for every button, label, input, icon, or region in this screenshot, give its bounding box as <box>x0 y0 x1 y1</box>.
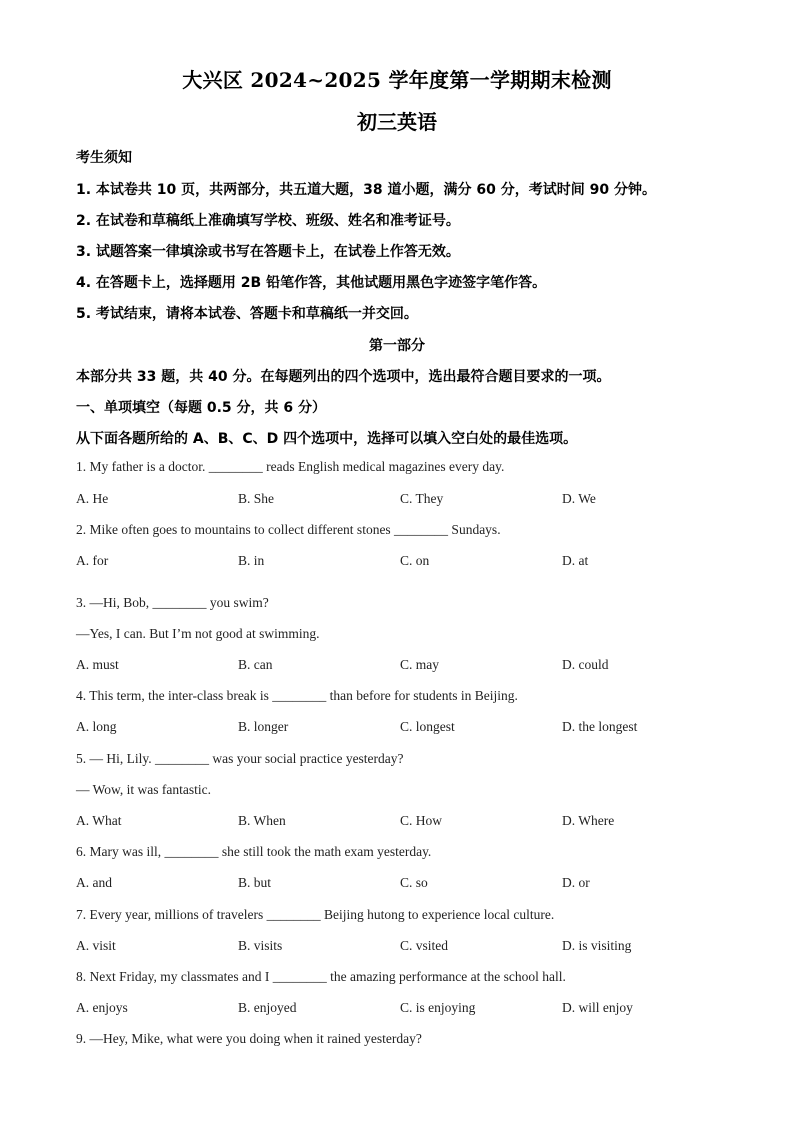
notice-item-1: 1. 本试卷共 10 页，共两部分，共五道大题，38 道小题，满分 60 分，考试时间 90 分钟。 <box>76 182 656 198</box>
option-a: A. for <box>76 553 109 568</box>
question-3-options <box>76 657 726 675</box>
option-a: A. must <box>76 657 119 672</box>
question-2-options <box>76 553 726 571</box>
option-b: B. She <box>238 491 275 506</box>
section-title: 一、单项填空（每题 0.5 分，共 6 分） <box>76 400 327 416</box>
question-5-dialogue: — Wow, it was fantastic. <box>76 782 212 797</box>
option-c: C. They <box>400 491 444 506</box>
option-c: C. vsited <box>400 938 449 953</box>
option-b: B. When <box>238 813 286 828</box>
option-a: A. long <box>76 719 117 734</box>
notice-item-2: 2. 在试卷和草稿纸上准确填写学校、班级、姓名和准考证号。 <box>76 213 460 229</box>
notice-item-4: 4. 在答题卡上，选择题用 2B 铅笔作答，其他试题用黑色字迹签字笔作答。 <box>76 275 547 291</box>
option-b: B. longer <box>238 719 289 734</box>
section-instruction: 从下面各题所给的 A、B、C、D 四个选项中，选择可以填入空白处的最佳选项。 <box>76 431 578 447</box>
question-2-stem: 2. Mike often goes to mountains to collect different stones ________ Sundays. <box>76 522 501 537</box>
option-d: D. could <box>562 657 609 672</box>
option-a: A. and <box>76 875 112 890</box>
option-a: A. He <box>76 491 109 506</box>
option-c: C. longest <box>400 719 455 734</box>
option-d: D. We <box>562 491 596 506</box>
question-7-options <box>76 938 726 956</box>
notice-item-3: 3. 试题答案一律填涂或书写在答题卡上，在试卷上作答无效。 <box>76 244 460 260</box>
question-3-stem: 3. —Hi, Bob, ________ you swim? <box>76 595 269 610</box>
option-d: D. or <box>562 875 590 890</box>
option-c: C. How <box>400 813 443 828</box>
option-b: B. in <box>238 553 265 568</box>
option-b: B. visits <box>238 938 283 953</box>
question-6-options <box>76 875 726 893</box>
part-intro: 本部分共 33 题，共 40 分。在每题列出的四个选项中，选出最符合题目要求的一项。 <box>76 369 611 385</box>
question-3-dialogue: —Yes, I can. But I’m not good at swimming. <box>76 626 320 641</box>
exam-subtitle: 初三英语 <box>357 110 437 134</box>
question-5-stem: 5. — Hi, Lily. ________ was your social practice yesterday? <box>76 751 404 766</box>
option-a: A. visit <box>76 938 116 953</box>
notice-item-5: 5. 考试结束，请将本试卷、答题卡和草稿纸一并交回。 <box>76 306 418 322</box>
option-b: B. but <box>238 875 272 890</box>
option-a: A. enjoys <box>76 1000 128 1015</box>
question-1-stem: 1. My father is a doctor. ________ reads English medical magazines every day. <box>76 459 505 474</box>
option-a: A. What <box>76 813 122 828</box>
exam-title: 大兴区 2024~2025 学年度第一学期期末检测 <box>182 68 612 92</box>
option-d: D. at <box>562 553 589 568</box>
question-4-options <box>76 719 726 737</box>
option-c: C. so <box>400 875 428 890</box>
question-8-options <box>76 1000 726 1018</box>
option-b: B. enjoyed <box>238 1000 297 1015</box>
option-c: C. may <box>400 657 439 672</box>
question-1-options <box>76 491 726 509</box>
question-4-stem: 4. This term, the inter-class break is ________ than before for students in Beijing. <box>76 688 518 703</box>
option-c: C. on <box>400 553 430 568</box>
question-9-stem: 9. —Hey, Mike, what were you doing when it rained yesterday? <box>76 1031 422 1046</box>
option-d: D. the longest <box>562 719 638 734</box>
question-5-options <box>76 813 726 831</box>
part-heading: 第一部分 <box>369 338 425 354</box>
question-6-stem: 6. Mary was ill, ________ she still took the math exam yesterday. <box>76 844 432 859</box>
question-8-stem: 8. Next Friday, my classmates and I ________ the amazing performance at the school hall. <box>76 969 566 984</box>
option-d: D. will enjoy <box>562 1000 633 1015</box>
notice-heading: 考生须知 <box>76 150 132 166</box>
option-d: D. is visiting <box>562 938 632 953</box>
option-d: D. Where <box>562 813 615 828</box>
question-7-stem: 7. Every year, millions of travelers ________ Beijing hutong to experience local culture. <box>76 907 555 922</box>
option-b: B. can <box>238 657 273 672</box>
option-c: C. is enjoying <box>400 1000 476 1015</box>
